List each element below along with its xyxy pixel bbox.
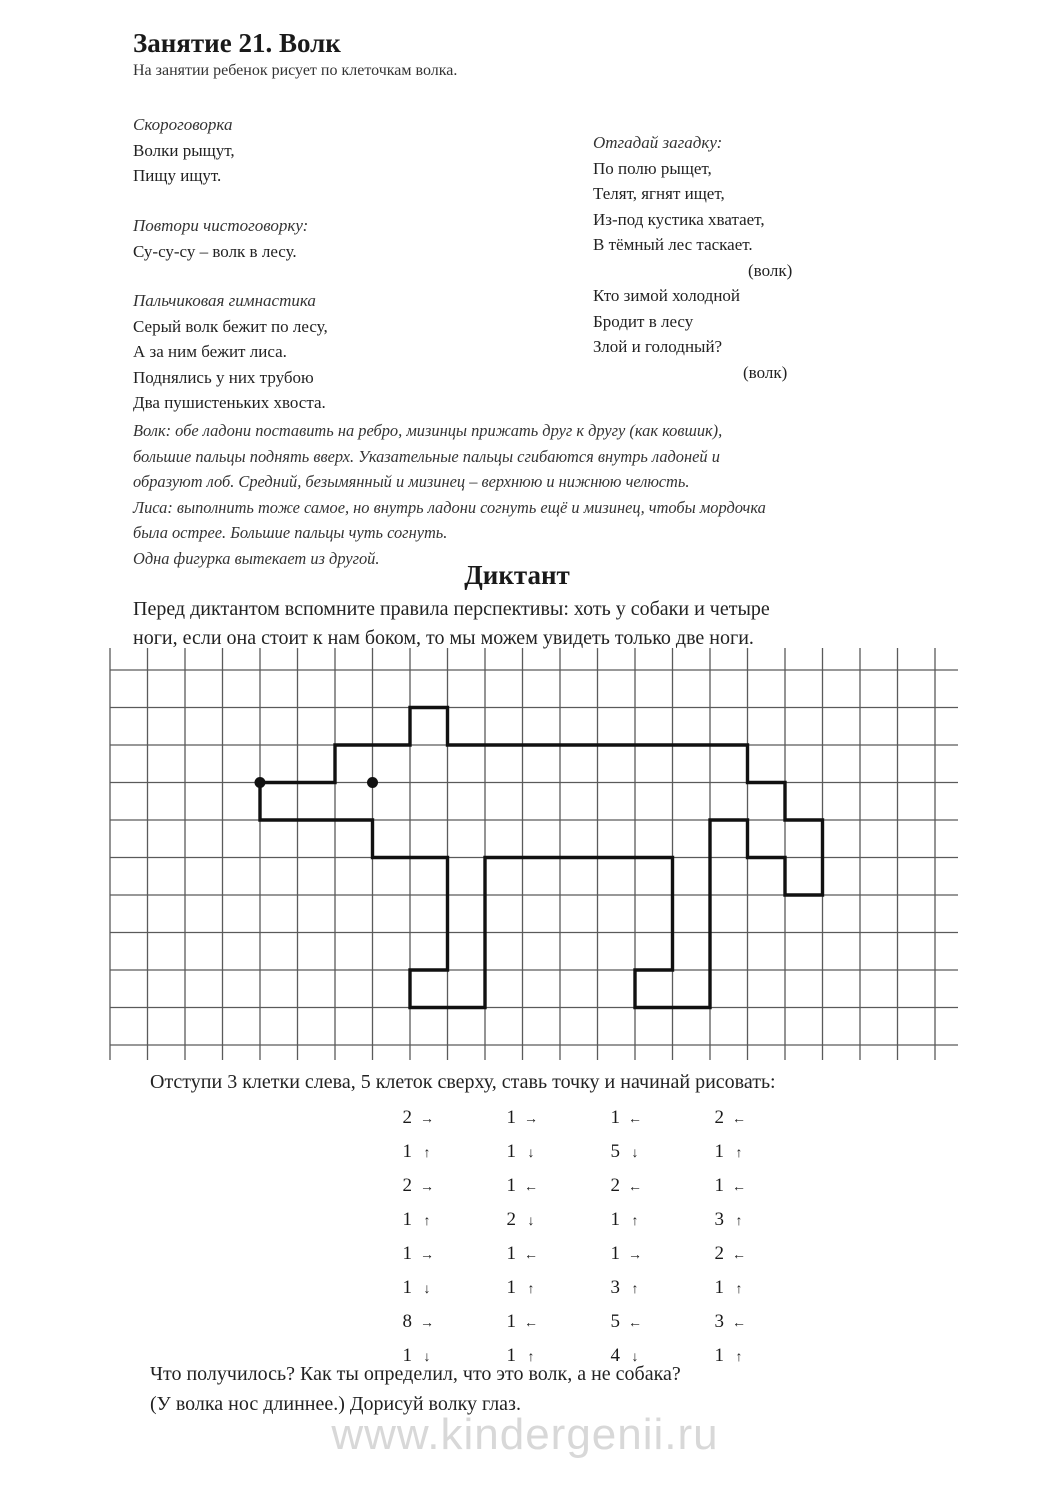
question-line-2: (У волка нос длиннее.) Дорисуй волку глаз. [150,1393,521,1415]
intro-line: Перед диктантом вспомните правила перспективы: хоть у собаки и четыре [133,598,770,620]
dictation-step [494,1305,598,1339]
dictation-step [494,1271,598,1305]
dictation-steps-table [390,1101,806,1373]
step-count: 1 [506,1277,516,1298]
step-count: 1 [402,1141,412,1162]
step-arrow-icon: → [420,1316,434,1331]
riddles-heading: Отгадай загадку: [593,133,723,152]
dictation-step [598,1271,702,1305]
instruction-line: была острее. Большие пальцы чуть согнуть. [133,523,448,543]
step-arrow-icon: ← [524,1180,538,1195]
dictation-step [598,1203,702,1237]
dictation-step [390,1169,494,1203]
step-count: 2 [714,1107,724,1128]
dictation-step [390,1135,494,1169]
step-arrow-icon: → [420,1180,434,1195]
grid-lines [110,648,958,1060]
step-arrow-icon: → [420,1248,434,1263]
dictation-step [702,1203,806,1237]
step-arrow-icon: ↑ [423,1146,431,1161]
step-arrow-icon: ↑ [527,1350,535,1365]
dictation-step [494,1169,598,1203]
step-arrow-icon: ← [732,1180,746,1195]
step-count: 1 [402,1345,412,1366]
instruction-line: образуют лоб. Средний, безымянный и мизинец – верхнюю и нижнюю челюсть. [133,472,690,492]
step-count: 1 [714,1175,724,1196]
dictation-row [390,1203,806,1237]
step-arrow-icon: ← [628,1180,642,1195]
step-count: 1 [402,1209,412,1230]
dictation-step [598,1305,702,1339]
finger-gym-line: Серый волк бежит по лесу, [133,316,328,336]
riddle-answer: (волк) [748,260,793,280]
dictation-step [702,1101,806,1135]
riddle-line: Бродит в лесу [593,311,694,331]
tongue-twister-line: Пищу ищут. [133,166,222,185]
dictation-step [702,1237,806,1271]
step-arrow-icon: ↓ [423,1350,431,1365]
dictation-row [390,1271,806,1305]
step-count: 2 [402,1175,412,1196]
pure-saying-heading: Повтори чистоговорку: [133,216,309,235]
dictation-step [390,1237,494,1271]
step-count: 1 [402,1243,412,1264]
step-count: 1 [714,1141,724,1162]
dictation-step [702,1305,806,1339]
step-arrow-icon: ← [732,1316,746,1331]
step-count: 1 [506,1175,516,1196]
dictation-step [598,1135,702,1169]
start-dot [255,777,266,788]
step-arrow-icon: ← [524,1248,538,1263]
step-arrow-icon: ← [628,1316,642,1331]
step-arrow-icon: → [628,1248,642,1263]
wolf-eye [367,777,378,788]
step-arrow-icon: ↓ [527,1214,535,1229]
finger-gym-line: А за ним бежит лиса. [133,342,287,361]
riddle-line: Из-под кустика хватает, [593,209,765,229]
page-title: Занятие 21. Волк [133,28,341,58]
step-count: 1 [714,1277,724,1298]
instruction-line: Лиса: выполнить тоже самое, но внутрь ладони согнуть ещё и мизинец, чтобы мордочка [133,497,766,517]
finger-gym-line: Поднялись у них трубою [133,367,314,387]
dictation-row [390,1237,806,1271]
step-arrow-icon: ↓ [631,1350,639,1365]
riddle-line: Злой и голодный? [593,337,723,356]
pure-saying-line: Су-су-су – волк в лесу. [133,241,297,261]
dictation-step [494,1135,598,1169]
instruction-line: большие пальцы поднять вверх. Указательные пальцы сгибаются внутрь ладоней и [133,446,720,466]
step-arrow-icon: → [420,1112,434,1127]
step-arrow-icon: → [524,1112,538,1127]
dictation-step [494,1203,598,1237]
step-count: 3 [610,1277,620,1298]
step-arrow-icon: ↑ [735,1214,743,1229]
step-count: 1 [506,1345,516,1366]
step-count: 2 [506,1209,516,1230]
riddle-answer: (волк) [743,362,788,382]
finger-gym-line: Два пушистеньких хвоста. [133,393,326,412]
intro-line: ноги, если она стоит к нам боком, то мы можем увидеть только две ноги. [133,627,754,649]
step-arrow-icon: ↑ [735,1350,743,1365]
step-count: 3 [714,1209,724,1230]
step-count: 1 [714,1345,724,1366]
step-count: 1 [610,1107,620,1128]
step-count: 3 [714,1311,724,1332]
dictation-step [702,1271,806,1305]
step-count: 1 [506,1107,516,1128]
dictation-row [390,1135,806,1169]
step-arrow-icon: ↓ [631,1146,639,1161]
step-count: 1 [610,1209,620,1230]
dictation-step [702,1135,806,1169]
dictation-step [390,1203,494,1237]
step-arrow-icon: ↓ [423,1282,431,1297]
step-arrow-icon: ↑ [631,1282,639,1297]
dictation-step [390,1101,494,1135]
instruction-line: Одна фигурка вытекает из другой. [133,548,380,568]
step-arrow-icon: ← [732,1112,746,1127]
step-count: 1 [610,1243,620,1264]
step-count: 1 [402,1277,412,1298]
dictation-step [494,1101,598,1135]
dictation-step [702,1169,806,1203]
step-arrow-icon: ↑ [527,1282,535,1297]
riddle-line: Кто зимой холодной [593,286,741,305]
dictation-step [598,1101,702,1135]
riddle-line: По полю рыщет, [593,158,712,178]
step-count: 1 [506,1141,516,1162]
step-count: 1 [506,1243,516,1264]
step-count: 2 [714,1243,724,1264]
step-arrow-icon: ↑ [631,1214,639,1229]
finger-gym-heading: Пальчиковая гимнастика [133,291,316,310]
dictation-step [390,1305,494,1339]
step-count: 2 [610,1175,620,1196]
dictation-title: Диктант [464,560,570,590]
dictation-step [598,1237,702,1271]
step-arrow-icon: ↑ [735,1282,743,1297]
step-count: 5 [610,1311,620,1332]
step-count: 4 [610,1345,620,1366]
step-count: 1 [506,1311,516,1332]
page-subtitle: На занятии ребенок рисует по клеточкам волка. [133,62,458,79]
step-arrow-icon: ← [524,1316,538,1331]
site-watermark: www.kindergenii.ru [331,1410,719,1459]
riddle-line: Телят, ягнят ищет, [593,184,725,203]
step-count: 5 [610,1141,620,1162]
tongue-twister-line: Волки рыщут, [133,140,235,160]
instruction-line: Волк: обе ладони поставить на ребро, мизинцы прижать друг к другу (как ковшик), [133,421,723,440]
step-count: 8 [402,1311,412,1332]
step-arrow-icon: ← [628,1112,642,1127]
dictation-step [494,1237,598,1271]
step-arrow-icon: ← [732,1248,746,1263]
dictation-row [390,1169,806,1203]
step-arrow-icon: ↑ [735,1146,743,1161]
dictation-step [390,1271,494,1305]
dictation-row [390,1305,806,1339]
step-arrow-icon: ↓ [527,1146,535,1161]
step-count: 2 [402,1107,412,1128]
tongue-twister-heading: Скороговорка [133,115,233,134]
dictation-step [702,1339,806,1373]
dictation-row [390,1101,806,1135]
riddle-line: В тёмный лес таскает. [593,235,753,254]
step-arrow-icon: ↑ [423,1214,431,1229]
dictation-step [598,1169,702,1203]
dictation-task: Отступи 3 клетки слева, 5 клеток сверху, ставь точку и начинай рисовать: [150,1071,776,1093]
question-line-1: Что получилось? Как ты определил, что это волк, а не собака? [150,1363,681,1385]
